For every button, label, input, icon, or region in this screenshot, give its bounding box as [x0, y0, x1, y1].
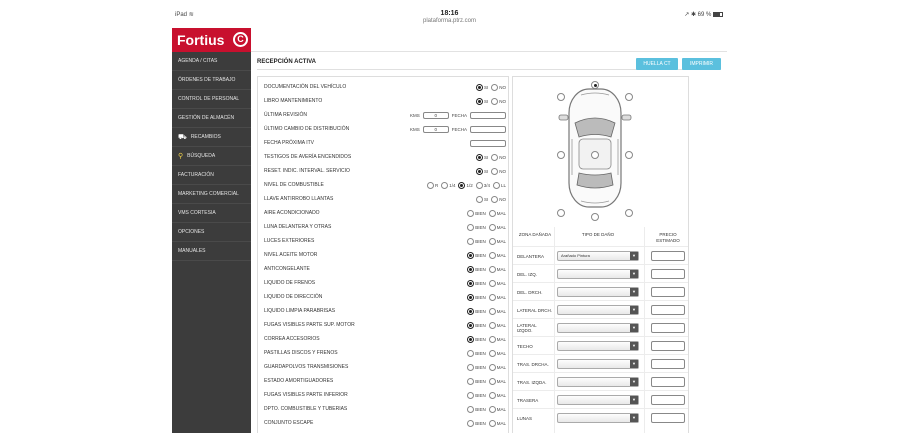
check-row: [258, 80, 509, 94]
row-label: CONJUNTO ESCAPE: [264, 420, 314, 426]
mal-radio[interactable]: [489, 364, 496, 371]
row-label: ESTADO AMORTIGUADORES: [264, 378, 334, 384]
chevron-down-icon: ▼: [630, 378, 638, 386]
row-label: NIVEL DE COMBUSTIBLE: [264, 182, 324, 188]
check-row: [258, 192, 509, 206]
mal-label: MAL: [496, 336, 506, 342]
sidebar-item-label: MARKETING COMERCIAL: [178, 191, 239, 197]
damage-row: [513, 354, 689, 372]
price-input[interactable]: [651, 359, 685, 369]
bien-label: BIEN: [475, 224, 486, 230]
row-options: [424, 178, 506, 192]
damage-zone-label: DEL. DRCH.: [517, 289, 543, 295]
sidebar-item-label: MANUALES: [178, 248, 206, 254]
check-row: [258, 206, 509, 220]
price-input[interactable]: [651, 305, 685, 315]
damage-zone-label: DEL. IZQ.: [517, 271, 538, 277]
row-options: [473, 150, 506, 164]
damage-zone-label: TRAS. IZQDA.: [517, 379, 547, 385]
zone-rear-left-radio[interactable]: [557, 209, 565, 217]
bien-label: BIEN: [475, 210, 486, 216]
row-options: [473, 192, 506, 206]
kms-input[interactable]: 0: [423, 126, 449, 133]
sidebar: [172, 52, 251, 433]
damage-zone-label: DELANTERA: [517, 253, 545, 259]
chevron-down-icon: ▼: [630, 306, 638, 314]
sidebar-item[interactable]: [172, 147, 251, 166]
chevron-down-icon: ▼: [630, 360, 638, 368]
row-label: ÚLTIMO CAMBIO DE DISTRIBUCIÓN: [264, 126, 350, 132]
fuel-radio[interactable]: [458, 182, 465, 189]
mal-radio[interactable]: [489, 392, 496, 399]
fortius-logo[interactable]: [172, 28, 251, 52]
sidebar-item-label: BÚSQUEDA: [187, 153, 216, 159]
brand-bar: [172, 28, 727, 52]
head-zona: ZONA DAÑADA: [518, 232, 552, 237]
bien-radio[interactable]: [467, 350, 474, 357]
damage-zone-label: TRAS. DRCHA.: [517, 361, 549, 367]
bien-radio[interactable]: [467, 210, 474, 217]
damage-type-select[interactable]: [557, 395, 639, 405]
bien-label: BIEN: [475, 308, 486, 314]
price-input[interactable]: [651, 269, 685, 279]
check-row: [258, 94, 509, 108]
price-input[interactable]: [651, 413, 685, 423]
head-precio: PRECIO ESTIMADO: [656, 232, 680, 243]
damage-type-select[interactable]: [557, 305, 639, 315]
si-radio[interactable]: [476, 98, 483, 105]
bien-label: BIEN: [475, 252, 486, 258]
fuel-radio[interactable]: [476, 182, 483, 189]
zone-rear-right-radio[interactable]: [625, 209, 633, 217]
damage-row: [513, 282, 689, 300]
no-label: NO: [499, 84, 506, 90]
mal-radio[interactable]: [489, 238, 496, 245]
chevron-down-icon: ▼: [630, 342, 638, 350]
bien-label: BIEN: [475, 238, 486, 244]
bien-radio[interactable]: [467, 420, 474, 427]
damage-type-select[interactable]: [557, 251, 639, 261]
search-icon: ⚲: [178, 153, 184, 160]
battery-status: [684, 11, 723, 18]
bien-radio[interactable]: [467, 364, 474, 371]
bluetooth-icon: ✱: [690, 12, 696, 18]
damage-type-select[interactable]: [557, 413, 639, 423]
chevron-down-icon: ▼: [630, 324, 638, 332]
si-radio[interactable]: [476, 84, 483, 91]
si-label: SI: [483, 154, 489, 160]
check-row: [258, 276, 509, 290]
table-divider: [644, 227, 645, 433]
mal-radio[interactable]: [489, 378, 496, 385]
bien-label: BIEN: [475, 322, 486, 328]
row-label: DPTO. COMBUSTIBLE Y TUBERIAS: [264, 406, 348, 412]
row-label: LIQUIDO LIMPIA PARABRISAS: [264, 308, 336, 314]
main-content: [251, 52, 727, 433]
mal-label: MAL: [496, 420, 506, 426]
zone-left-radio[interactable]: [557, 151, 565, 159]
bien-radio[interactable]: [467, 266, 474, 273]
chevron-down-icon: ▼: [630, 396, 638, 404]
check-row: [258, 150, 509, 164]
mal-label: MAL: [496, 280, 506, 286]
row-label: LIBRO MANTENIMIENTO: [264, 98, 323, 104]
check-row: [258, 318, 509, 332]
mal-label: MAL: [496, 252, 506, 258]
row-label: FUGAS VISIBLES PARTE SUP. MOTOR: [264, 322, 355, 328]
mal-radio[interactable]: [489, 224, 496, 231]
fecha-label: FECHA: [451, 126, 467, 132]
chevron-down-icon: ▼: [630, 414, 638, 422]
logo-mark-icon: C: [233, 32, 248, 47]
bien-label: BIEN: [475, 364, 486, 370]
damage-type-select[interactable]: [557, 287, 639, 297]
bien-radio[interactable]: [467, 280, 474, 287]
sidebar-item-label: FACTURACIÓN: [178, 172, 214, 178]
row-label: DOCUMENTACIÓN DEL VEHÍCULO: [264, 84, 347, 90]
zone-front-left-radio[interactable]: [557, 93, 565, 101]
chevron-down-icon: ▼: [630, 270, 638, 278]
sidebar-item[interactable]: [172, 52, 251, 71]
row-label: LUNA DELANTERA Y OTRAS: [264, 224, 332, 230]
mal-radio[interactable]: [489, 420, 496, 427]
fuel-radio[interactable]: [427, 182, 434, 189]
chevron-down-icon: ▼: [630, 288, 638, 296]
zone-front-right-radio[interactable]: [625, 93, 633, 101]
bien-radio[interactable]: [467, 378, 474, 385]
price-input[interactable]: [651, 341, 685, 351]
no-radio[interactable]: [491, 98, 498, 105]
row-label: CORREA ACCESORIOS: [264, 336, 320, 342]
check-row: [258, 136, 509, 150]
bien-label: BIEN: [475, 336, 486, 342]
row-label: LUCES EXTERIORES: [264, 238, 315, 244]
damage-row: [513, 408, 689, 426]
row-options: [464, 346, 506, 360]
no-label: NO: [499, 196, 506, 202]
row-label: ÚLTIMA REVISIÓN: [264, 112, 307, 118]
row-label: LIQUIDO DE DIRECCIÓN: [264, 294, 323, 300]
bien-radio[interactable]: [467, 392, 474, 399]
zone-right-radio[interactable]: [625, 151, 633, 159]
mal-label: MAL: [496, 392, 506, 398]
row-options: [473, 94, 506, 108]
damage-type-select[interactable]: [557, 323, 639, 333]
row-label: GUARDAPOLVOS TRANSMISIONES: [264, 364, 349, 370]
sidebar-item[interactable]: [172, 166, 251, 185]
damage-row: [513, 246, 689, 264]
row-options: [464, 416, 506, 430]
kms-label: KMS: [409, 112, 420, 118]
mal-radio[interactable]: [489, 350, 496, 357]
si-label: SI: [483, 168, 489, 174]
sidebar-item[interactable]: [172, 128, 251, 147]
zone-front-radio[interactable]: [591, 81, 599, 89]
sidebar-item[interactable]: [172, 242, 251, 261]
row-label: AIRE ACONDICIONADO: [264, 210, 320, 216]
fuel-radio[interactable]: [493, 182, 500, 189]
fuel-label: 3/4: [483, 182, 490, 188]
fuel-label: R: [434, 182, 439, 188]
fecha-label: FECHA: [451, 112, 467, 118]
no-label: NO: [499, 154, 506, 160]
mal-radio[interactable]: [489, 210, 496, 217]
row-options: [464, 234, 506, 248]
sidebar-item[interactable]: [172, 204, 251, 223]
car-top-view-icon: [553, 85, 637, 213]
damage-row: [513, 336, 689, 354]
row-options: [467, 136, 506, 150]
mal-label: MAL: [496, 308, 506, 314]
row-options: [464, 220, 506, 234]
chevron-down-icon: ▼: [630, 252, 638, 260]
mal-label: MAL: [496, 210, 506, 216]
no-label: NO: [499, 168, 506, 174]
page-title: RECEPCIÓN ACTIVA: [257, 59, 317, 65]
damage-type-select[interactable]: [557, 269, 639, 279]
mal-label: MAL: [496, 406, 506, 412]
zone-roof-radio[interactable]: [591, 151, 599, 159]
row-label: FECHA PRÓXIMA ITV: [264, 140, 315, 146]
check-row: [258, 262, 509, 276]
fuel-label: LL: [500, 182, 506, 188]
damage-type-value: Arañado Pintura: [561, 253, 590, 258]
no-radio[interactable]: [491, 84, 498, 91]
battery-percent: 69 %: [697, 12, 712, 18]
row-options: [464, 388, 506, 402]
sidebar-item[interactable]: [172, 223, 251, 242]
row-options: [464, 374, 506, 388]
bien-label: BIEN: [475, 392, 486, 398]
row-options: [464, 290, 506, 304]
damage-zone-label: TECHO: [517, 343, 533, 349]
bien-radio[interactable]: [467, 336, 474, 343]
sidebar-item-label: VMS CORTESIA: [178, 210, 216, 216]
check-row: [258, 416, 509, 430]
location-icon: ↗: [684, 12, 690, 18]
mal-radio[interactable]: [489, 280, 496, 287]
mal-label: MAL: [496, 238, 506, 244]
row-options: [464, 248, 506, 262]
si-radio[interactable]: [476, 154, 483, 161]
damage-row: [513, 264, 689, 282]
row-options: [464, 332, 506, 346]
check-row: [258, 388, 509, 402]
check-row: [258, 122, 509, 136]
mal-label: MAL: [496, 294, 506, 300]
kms-input[interactable]: 0: [423, 112, 449, 119]
mal-radio[interactable]: [489, 322, 496, 329]
bien-radio[interactable]: [467, 252, 474, 259]
bien-label: BIEN: [475, 378, 486, 384]
check-row: [258, 402, 509, 416]
sidebar-item[interactable]: [172, 109, 251, 128]
wifi-icon: ≋: [188, 12, 194, 18]
check-row: [258, 220, 509, 234]
price-input[interactable]: [651, 377, 685, 387]
status-center: [172, 10, 727, 24]
kms-label: KMS: [409, 126, 420, 132]
mal-label: MAL: [496, 350, 506, 356]
bien-radio[interactable]: [467, 406, 474, 413]
logo-text: Fortius: [177, 32, 225, 48]
mal-radio[interactable]: [489, 308, 496, 315]
battery-icon: [713, 12, 723, 17]
damage-panel: [512, 76, 689, 433]
check-row: [258, 360, 509, 374]
mal-label: MAL: [496, 266, 506, 272]
check-row: [258, 374, 509, 388]
table-divider: [554, 227, 555, 433]
damage-zone-label: LUNAS: [517, 415, 533, 421]
bien-label: BIEN: [475, 280, 486, 286]
huella-button[interactable]: HUELLA CT: [636, 58, 678, 70]
damage-type-select[interactable]: [557, 377, 639, 387]
damage-row: [513, 318, 689, 336]
fecha-input[interactable]: [470, 126, 506, 133]
si-label: SI: [483, 196, 489, 202]
check-row: [258, 304, 509, 318]
row-options: [464, 262, 506, 276]
row-options: [464, 360, 506, 374]
bien-radio[interactable]: [467, 238, 474, 245]
row-label: TESTIGOS DE AVERÍA ENCENDIDOS: [264, 154, 352, 160]
mal-radio[interactable]: [489, 336, 496, 343]
row-options: [464, 402, 506, 416]
bien-label: BIEN: [475, 420, 486, 426]
url-label: plataforma.ptrz.com: [422, 18, 477, 24]
si-radio[interactable]: [476, 168, 483, 175]
row-label: NIVEL ACEITE MOTOR: [264, 252, 318, 258]
damage-zone-label: TRASERA: [517, 397, 539, 403]
bien-label: BIEN: [475, 266, 486, 272]
check-row: [258, 248, 509, 262]
row-options: [410, 108, 506, 122]
row-label: LIQUIDO DE FRENOS: [264, 280, 316, 286]
sidebar-item[interactable]: [172, 71, 251, 90]
sidebar-item[interactable]: [172, 90, 251, 109]
itv-input[interactable]: [470, 140, 506, 147]
row-label: FUGAS VISIBLES PARTE INFERIOR: [264, 392, 348, 398]
mal-label: MAL: [496, 364, 506, 370]
row-options: [464, 318, 506, 332]
mal-label: MAL: [496, 378, 506, 384]
car-diagram: [513, 77, 689, 227]
damage-type-select[interactable]: [557, 359, 639, 369]
mal-radio[interactable]: [489, 266, 496, 273]
damage-row: [513, 372, 689, 390]
mal-radio[interactable]: [489, 294, 496, 301]
sidebar-item-label: RECAMBIOS: [190, 134, 221, 140]
check-row: [258, 164, 509, 178]
no-label: NO: [499, 98, 506, 104]
row-options: [464, 304, 506, 318]
inspection-checklist: [257, 76, 509, 433]
price-input[interactable]: [651, 395, 685, 405]
damage-zone-label: LATERAL DRCH.: [517, 307, 553, 313]
check-row: [258, 332, 509, 346]
mal-label: MAL: [496, 322, 506, 328]
damage-zone-label: LATERAL IZQDO.: [517, 323, 537, 333]
head-tipo: TIPO DE DAÑO: [581, 232, 615, 237]
row-options: [464, 276, 506, 290]
fuel-label: 1/4: [449, 182, 456, 188]
bien-radio[interactable]: [467, 224, 474, 231]
damage-row: [513, 300, 689, 318]
si-radio[interactable]: [476, 196, 483, 203]
fuel-label: 1/2: [466, 182, 473, 188]
zone-rear-radio[interactable]: [591, 213, 599, 221]
no-radio[interactable]: [491, 196, 498, 203]
sidebar-item-label: OPCIONES: [178, 229, 205, 235]
fuel-row: [258, 178, 509, 192]
row-options: [473, 80, 506, 94]
bien-label: BIEN: [475, 350, 486, 356]
row-options: [410, 122, 506, 136]
no-radio[interactable]: [491, 154, 498, 161]
damage-type-select[interactable]: [557, 341, 639, 351]
sidebar-item-label: ÓRDENES DE TRABAJO: [178, 77, 236, 83]
mal-label: MAL: [496, 224, 506, 230]
bien-label: BIEN: [475, 294, 486, 300]
bien-radio[interactable]: [467, 294, 474, 301]
sidebar-item-label: AGENDA / CITAS: [178, 58, 218, 64]
row-options: [464, 206, 506, 220]
row-label: ANTICONGELANTE: [264, 266, 310, 272]
sidebar-item[interactable]: [172, 185, 251, 204]
sidebar-item-label: CONTROL DE PERSONAL: [178, 96, 240, 102]
bien-radio[interactable]: [467, 322, 474, 329]
fecha-input[interactable]: [470, 112, 506, 119]
cart-icon: ⛟: [178, 133, 187, 141]
device-label: iPad ≋: [175, 12, 194, 18]
clock: 18:16: [440, 10, 459, 17]
check-row: [258, 108, 509, 122]
bien-radio[interactable]: [467, 308, 474, 315]
print-button[interactable]: IMPRIMIR: [682, 58, 721, 70]
mal-radio[interactable]: [489, 406, 496, 413]
price-input[interactable]: [651, 323, 685, 333]
si-label: SI: [483, 84, 489, 90]
row-label: PASTILLAS DISCOS Y FRENOS: [264, 350, 338, 356]
check-row: [258, 234, 509, 248]
fuel-radio[interactable]: [441, 182, 448, 189]
bien-label: BIEN: [475, 406, 486, 412]
row-options: [473, 164, 506, 178]
row-label: RESET. INDIC. INTERVAL. SERVICIO: [264, 168, 350, 174]
damage-row: [513, 390, 689, 408]
no-radio[interactable]: [491, 168, 498, 175]
sidebar-item-label: GESTIÓN DE ALMACÉN: [178, 115, 235, 121]
row-label: LLAVE ANTIRROBO LLANTAS: [264, 196, 334, 202]
check-row: [258, 346, 509, 360]
price-input[interactable]: [651, 251, 685, 261]
si-label: SI: [483, 98, 489, 104]
check-row: [258, 290, 509, 304]
price-input[interactable]: [651, 287, 685, 297]
mal-radio[interactable]: [489, 252, 496, 259]
